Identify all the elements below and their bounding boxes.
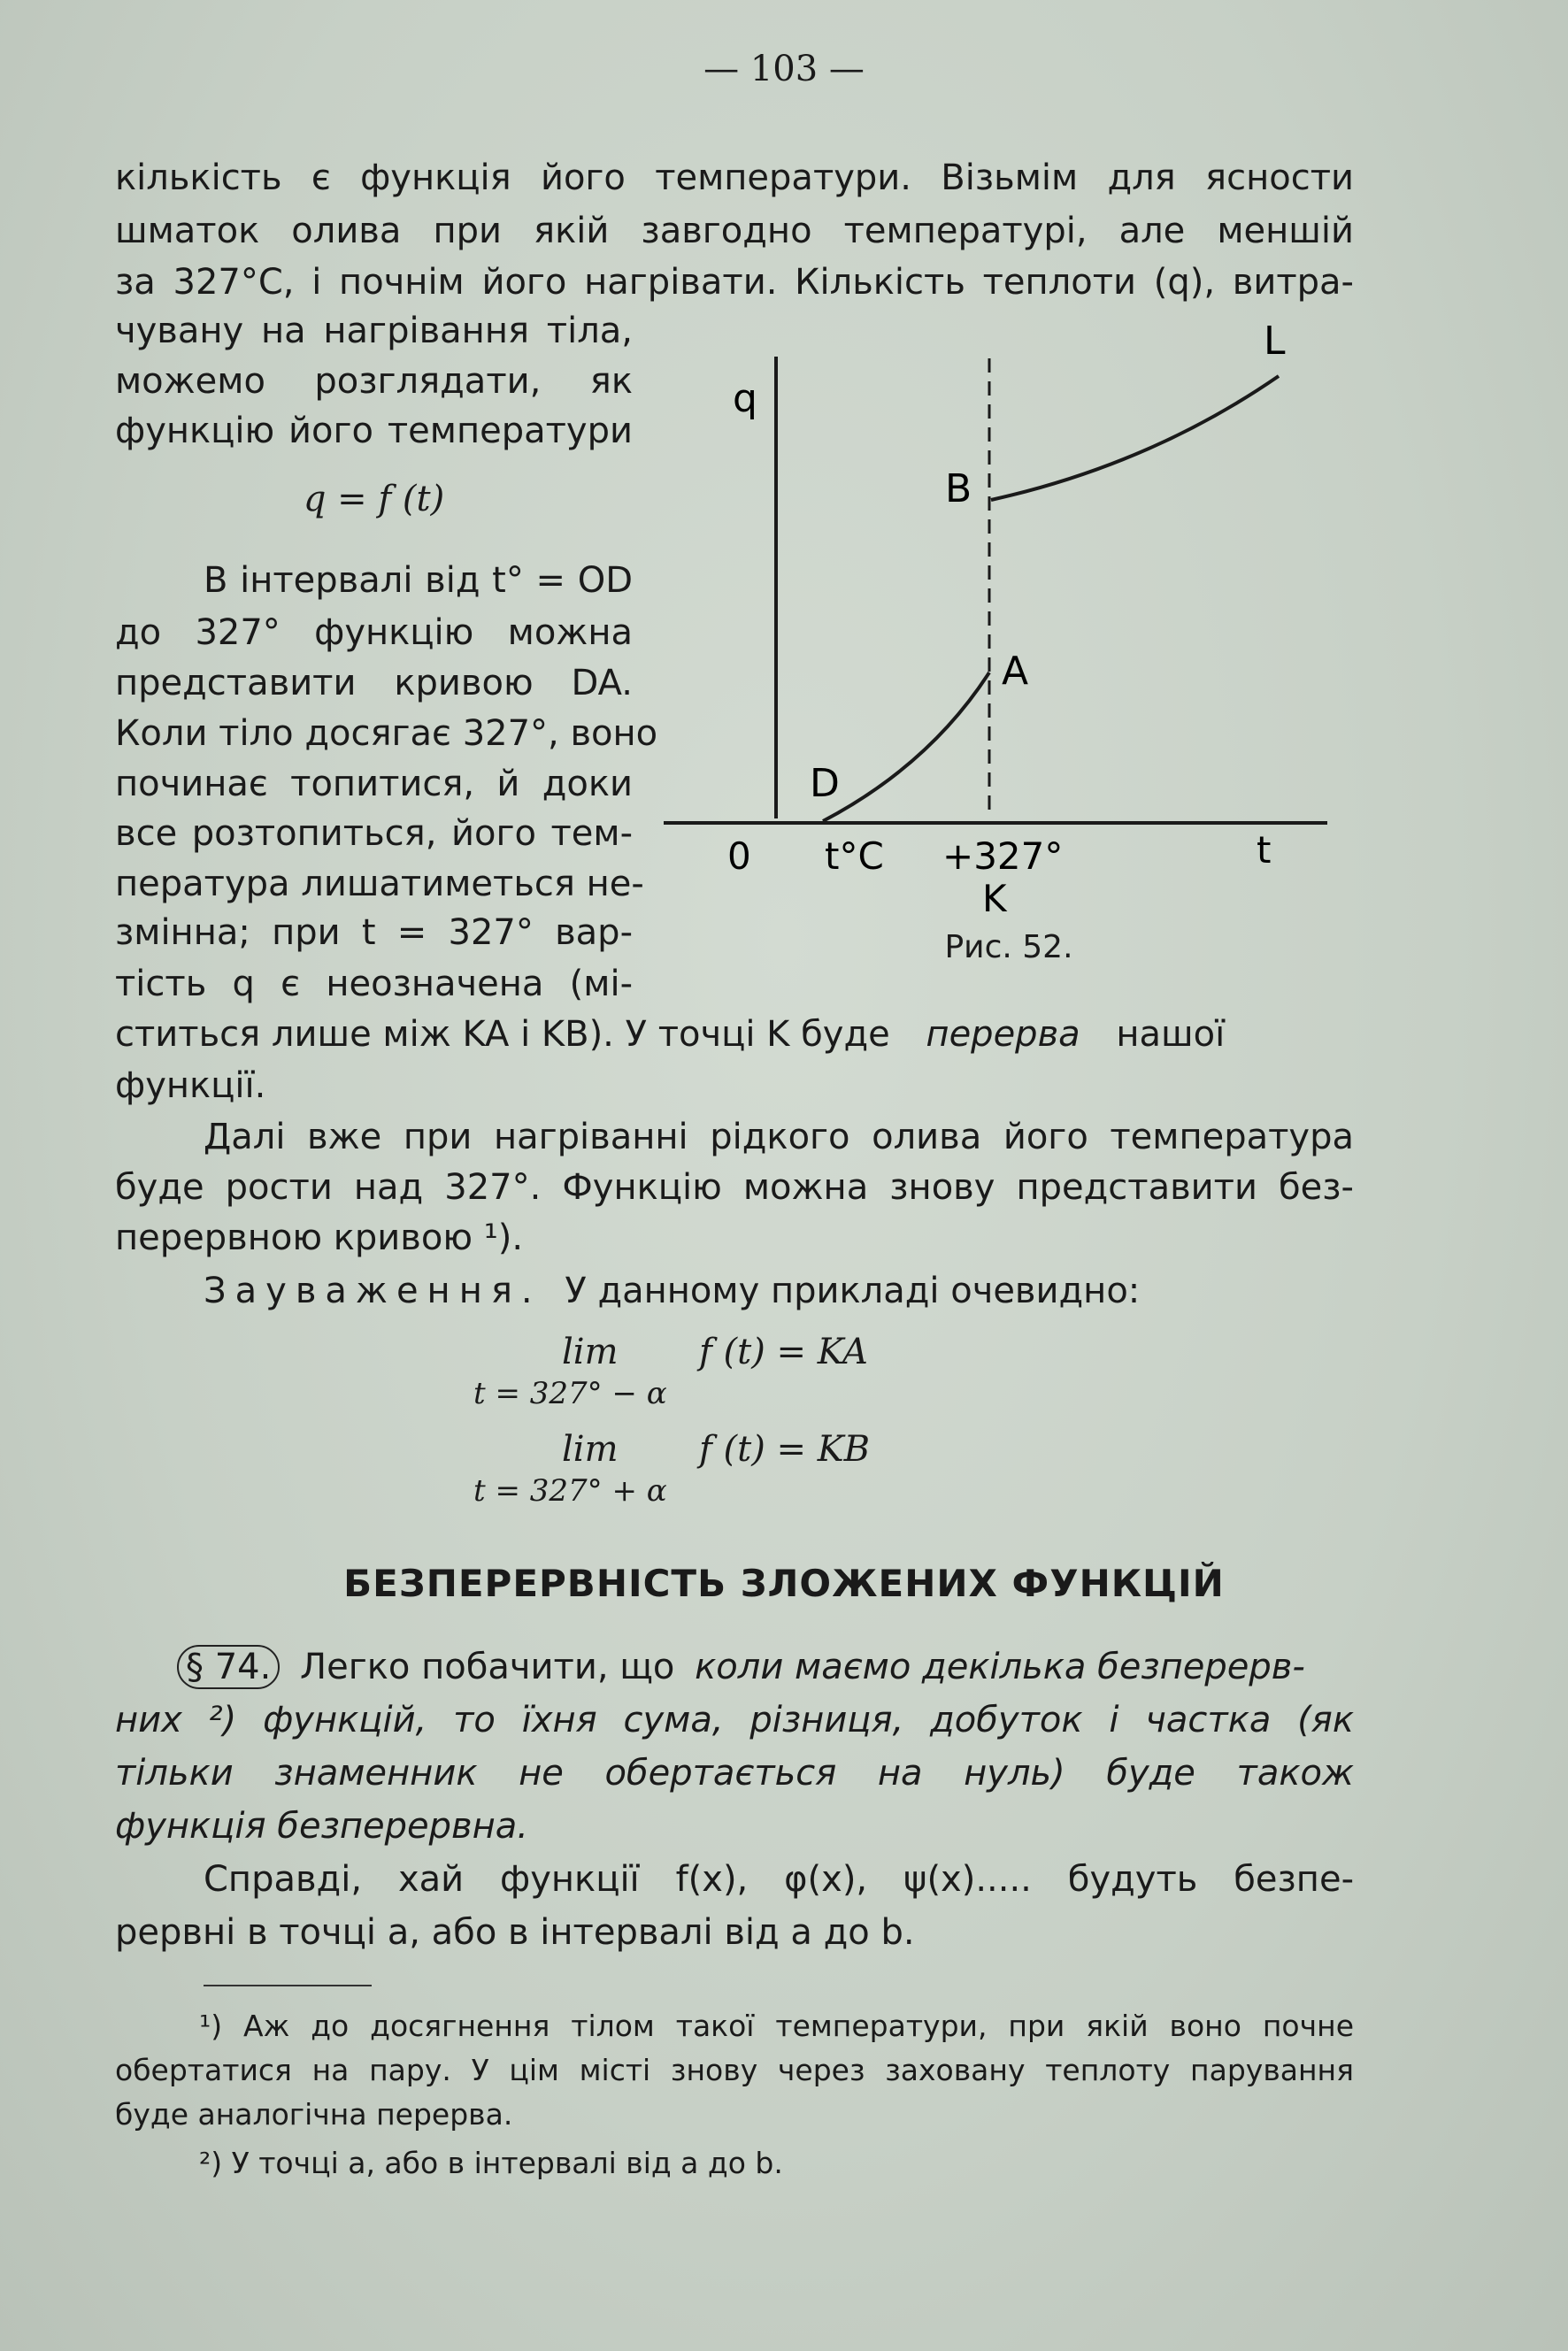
limit-word: lim [562, 1429, 619, 1470]
text-line: пература лишатиметься не- [115, 864, 644, 904]
text-line: за 327°C, і почнім його нагрівати. Кількість теплоти (q), витра- [115, 262, 1354, 303]
text-segment-italic: коли маємо декілька безперерв- [695, 1647, 1305, 1687]
text-line: починає топитися, й доки [115, 764, 633, 804]
text-line: функції. [115, 1065, 266, 1106]
footnote-line: ¹) Аж до досягнення тілом такої температури, при якій воно почне [199, 2009, 1354, 2043]
page-number: — 103 — [703, 49, 865, 89]
text-line-italic: них ²) функцій, то їхня сума, різниця, добуток і частка (як [115, 1700, 1354, 1740]
footnote-rule [204, 1985, 372, 1986]
text-line [177, 1641, 1354, 1693]
footnote-line: ²) У точці a, або в інтервалі від a до b. [199, 2146, 783, 2180]
formula: q = f (t) [303, 479, 445, 519]
text-line: можемо розглядати, як [115, 361, 633, 402]
limit-word: lim [562, 1332, 619, 1372]
text-line: все розтопиться, його тем- [115, 813, 633, 854]
figure-caption: Рис. 52. [944, 929, 1073, 965]
text-line: буде рости над 327°. Функцію можна знову представити без- [115, 1167, 1354, 1208]
limit-subscript: t = 327° + α [473, 1473, 667, 1509]
text-segment: Легко побачити, що [300, 1647, 675, 1687]
figure-52 [655, 323, 1345, 925]
emphasis-perervа: перерва [926, 1014, 1080, 1055]
text-segment: ститься лише між KA і KB). У точці K буде [115, 1014, 890, 1055]
section-heading: БЕЗПЕРЕРВНІСТЬ ЗЛОЖЕНИХ ФУНКЦІЙ [343, 1562, 1225, 1605]
text-line: кількість є функція його температури. Візьмім для ясности [115, 158, 1354, 198]
text-line: до 327° функцію можна [115, 612, 633, 653]
limit-subscript: t = 327° − α [473, 1376, 667, 1411]
footnote-line: обертатися на пару. У цім місті знову через заховану теплоту парування [115, 2053, 1354, 2087]
text-line: тість q є неозначена (мі- [115, 964, 633, 1004]
label-L: L [1264, 323, 1286, 364]
label-O: 0 [727, 834, 751, 878]
label-D: D [810, 761, 840, 806]
label-K: K [982, 877, 1007, 920]
label-t: t [1257, 828, 1272, 872]
footnote-line: буде аналогічна перерва. [115, 2097, 513, 2132]
label-tC: t°C [825, 834, 884, 878]
text-segment: нашої [1116, 1014, 1226, 1055]
remark-label: Зауваження. [204, 1271, 542, 1311]
curve-BL [991, 376, 1279, 500]
text-line [204, 1265, 1442, 1317]
section-number: § 74. [177, 1645, 280, 1689]
text-line: рервні в точці a, або в інтервалі від a до b. [115, 1912, 915, 1953]
text-line-italic: тільки знаменник не обертається на нуль) буде також [115, 1753, 1354, 1794]
curve-DA [823, 672, 989, 821]
text-line-italic: функція безперервна. [115, 1806, 528, 1847]
label-q: q [733, 376, 757, 421]
text-line: шматок олива при якій завгодно температурі, але меншій [115, 211, 1354, 251]
text-line: змінна; при t = 327° вар- [115, 912, 633, 953]
text-line: функцію його температури [115, 411, 633, 451]
text-line: чувану на нагрівання тіла, [115, 311, 633, 351]
text-line: Далі вже при нагріванні рідкого олива його температура [204, 1117, 1354, 1157]
label-327: +327° [942, 834, 1064, 878]
limit-expression: f (t) = KA [699, 1332, 868, 1372]
text-line: Справді, хай функції f(x), φ(x), ψ(x)..... будуть безпе- [204, 1859, 1354, 1900]
label-B: B [945, 466, 972, 511]
label-A: A [1002, 649, 1029, 694]
text-line: В інтервалі від t° = OD [204, 560, 633, 601]
limit-expression: f (t) = KB [699, 1429, 871, 1470]
text-line: Коли тіло досягає 327°, воно [115, 713, 658, 754]
text-line: перервною кривою ¹). [115, 1218, 524, 1258]
text-line [115, 1009, 1354, 1060]
text-line: представити кривою DA. [115, 663, 633, 703]
remark-text: У данному прикладі очевидно: [565, 1271, 1141, 1311]
